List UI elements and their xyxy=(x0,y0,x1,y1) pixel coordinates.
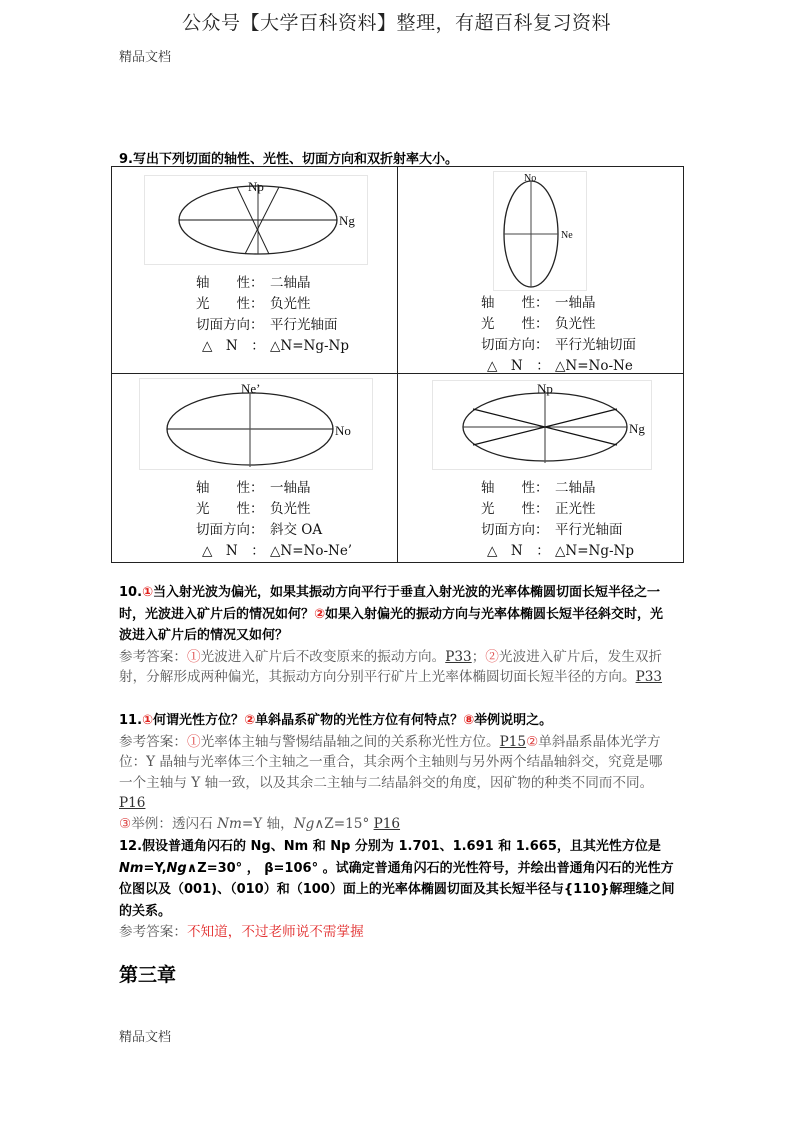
circled-number-3: ⑧ xyxy=(463,713,475,728)
page-reference: P33 xyxy=(635,669,663,685)
birefringence-value: △N=Ng-Np xyxy=(555,543,634,559)
answer-part-3-end: ∧Z=15° xyxy=(314,815,370,832)
horizontal-axis-label: Ng xyxy=(629,421,645,436)
answer-nm: Nm xyxy=(217,815,242,832)
question-12 xyxy=(119,836,675,943)
optic-key: 光 性： xyxy=(196,296,264,312)
table-cell-4 xyxy=(398,374,684,563)
axis-value: 一轴晶 xyxy=(270,480,311,496)
question-10-part-2: 如果入射偏光的振动方向与光率体椭圆长短半径斜交时，光波进入矿片后的情况又如何？ xyxy=(119,606,664,643)
question-10-number: 10. xyxy=(119,585,143,600)
separator: ； xyxy=(471,648,486,665)
answer-circled-1: ① xyxy=(186,648,201,665)
answer-part-3-mid: =Y 轴， xyxy=(241,815,294,832)
answer-circled-3: ③ xyxy=(119,815,132,832)
answer-part-1: 光波进入矿片后不改变原来的振动方向。 xyxy=(200,648,446,665)
page-reference: P15 xyxy=(499,733,527,750)
page-reference: P16 xyxy=(373,815,401,832)
birefringence-value: △N=Ng-Np xyxy=(270,338,349,354)
indicatrix-svg-1 xyxy=(145,176,367,264)
properties-block-3 xyxy=(196,478,352,562)
question-9-title: 9.写出下列切面的轴性、光性、切面方向和双折射率大小。 xyxy=(119,152,458,167)
horizontal-axis-label: Ne xyxy=(561,230,573,241)
optic-value: 负光性 xyxy=(270,296,311,312)
answer-label: 参考答案： xyxy=(119,924,187,940)
optic-key: 光 性： xyxy=(196,501,264,517)
direction-key: 切面方向： xyxy=(481,337,549,353)
vertical-axis-label: Np xyxy=(537,381,553,396)
table-cell-2 xyxy=(398,167,684,374)
direction-key: 切面方向： xyxy=(481,522,549,538)
question-11-part-2: 单斜晶系矿物的光性方位有何特点？ xyxy=(255,713,464,728)
indicatrix-figure-1 xyxy=(144,175,368,265)
answer-label: 参考答案： xyxy=(119,648,187,665)
axis-value: 一轴晶 xyxy=(555,295,596,311)
horizontal-axis-label: Ng xyxy=(339,213,355,228)
direction-value: 斜交 OA xyxy=(270,522,323,538)
axis-key: 轴 性： xyxy=(481,295,549,311)
direction-value: 平行光轴面 xyxy=(270,317,338,333)
axis-value: 二轴晶 xyxy=(555,480,596,496)
indicatrix-figure-4 xyxy=(432,380,652,470)
indicatrix-figure-2 xyxy=(493,171,587,291)
indicatrix-figure-3 xyxy=(139,378,373,470)
question-11 xyxy=(119,710,675,834)
table-cell-1 xyxy=(112,167,398,374)
birefringence-value: △N=No-Ne xyxy=(555,358,633,374)
birefringence-key: △ N ： xyxy=(202,338,265,354)
question-11-number: 11. xyxy=(119,713,143,728)
birefringence-key: △ N ： xyxy=(487,543,550,559)
birefringence-key: △ N ： xyxy=(487,358,550,374)
circled-number-2: ② xyxy=(244,713,256,728)
table-cell-3 xyxy=(112,374,398,563)
birefringence-value: △N=No-Ne’ xyxy=(270,543,353,559)
properties-block-2 xyxy=(481,293,636,377)
section-table xyxy=(111,166,684,563)
properties-block-4 xyxy=(481,478,634,562)
direction-key: 切面方向： xyxy=(196,522,264,538)
optic-key: 光 性： xyxy=(481,316,549,332)
circled-number-1: ① xyxy=(142,585,154,600)
answer-part-2: 单斜晶系晶体光学方位：Y 晶轴与光率体三个主轴之一重合，其余两个主轴则与另外两个结晶轴斜交，究竟是哪一个主轴与 Y 轴一致，以及其余二主轴与二结晶斜交的角度，因矿物的种类不同而不同。 xyxy=(119,733,663,791)
page-reference: P33 xyxy=(445,648,472,665)
question-12-ng: Ng xyxy=(166,860,187,876)
question-12-text-a: 12.假设普通角闪石的 Ng、Nm 和 Np 分别为 1.701、1.691 和 1.665，且其光性方位是 xyxy=(119,839,661,854)
direction-value: 平行光轴切面 xyxy=(555,337,636,353)
question-10 xyxy=(119,582,675,688)
question-12-nm: Nm xyxy=(119,860,144,876)
optic-value: 负光性 xyxy=(270,501,311,517)
circled-number-1: ① xyxy=(142,713,154,728)
question-10-part-1: 当入射光波为偏光，如果其振动方向平行于垂直入射光波的光率体椭圆切面长短半径之一时，光波进入矿片后的情况如何？ xyxy=(119,585,661,622)
indicatrix-svg-4 xyxy=(433,381,651,469)
axis-key: 轴 性： xyxy=(196,275,264,291)
birefringence-key: △ N ： xyxy=(202,543,265,559)
answer-circled-2: ② xyxy=(485,648,499,665)
vertical-axis-label: Ne’ xyxy=(241,381,261,396)
direction-key: 切面方向： xyxy=(196,317,264,333)
question-11-part-3: 举例说明之。 xyxy=(474,713,553,728)
watermark-top: 精品文档 xyxy=(119,50,172,65)
answer-circled-1: ① xyxy=(186,733,201,750)
axis-value: 二轴晶 xyxy=(270,275,311,291)
answer-ng: Ng xyxy=(293,815,315,832)
answer-part-2: 光波进入矿片后，发生双折射，分解形成两种偏光，其振动方向分别平行矿片上光率体椭圆切面长短半径的方向。 xyxy=(119,648,663,685)
direction-value: 平行光轴面 xyxy=(555,522,623,538)
optic-value: 负光性 xyxy=(555,316,596,332)
page-header-title: 公众号【大学百科资料】整理，有超百科复习资料 xyxy=(181,12,611,34)
optic-value: 正光性 xyxy=(555,501,596,517)
answer-label: 参考答案： xyxy=(119,733,187,750)
indicatrix-svg-2 xyxy=(494,172,586,290)
answer-part-1: 光率体主轴与警惕结晶轴之间的关系称光性方位。 xyxy=(200,733,500,750)
circled-number-2: ② xyxy=(314,606,326,622)
vertical-axis-label: No xyxy=(524,173,537,184)
chapter-heading: 第三章 xyxy=(119,964,177,986)
question-12-text-c: ∧Z=30° ， β=106° 。试确定普通角闪石的光性符号，并绘出普通角闪石的光性方位图以及（001)、（010）和（100）面上的光率体椭圆切面及其长短半径与{110}解理缝之间的关系。 xyxy=(119,860,675,919)
question-11-part-1: 何谓光性方位？ xyxy=(153,713,245,728)
axis-key: 轴 性： xyxy=(196,480,264,496)
indicatrix-svg-3 xyxy=(140,379,372,469)
question-12-text-b: =Y, xyxy=(143,860,167,876)
vertical-axis-label: Np xyxy=(248,179,264,194)
answer-circled-2: ② xyxy=(526,733,539,750)
horizontal-axis-label: No xyxy=(335,423,351,438)
page-reference: P16 xyxy=(119,795,146,811)
optic-key: 光 性： xyxy=(481,501,549,517)
axis-key: 轴 性： xyxy=(481,480,549,496)
answer-part-3-prefix: 举例：透闪石 xyxy=(131,815,218,832)
properties-block-1 xyxy=(196,273,349,357)
answer-text: 不知道，不过老师说不需掌握 xyxy=(186,924,364,940)
watermark-bottom: 精品文档 xyxy=(119,1030,172,1045)
